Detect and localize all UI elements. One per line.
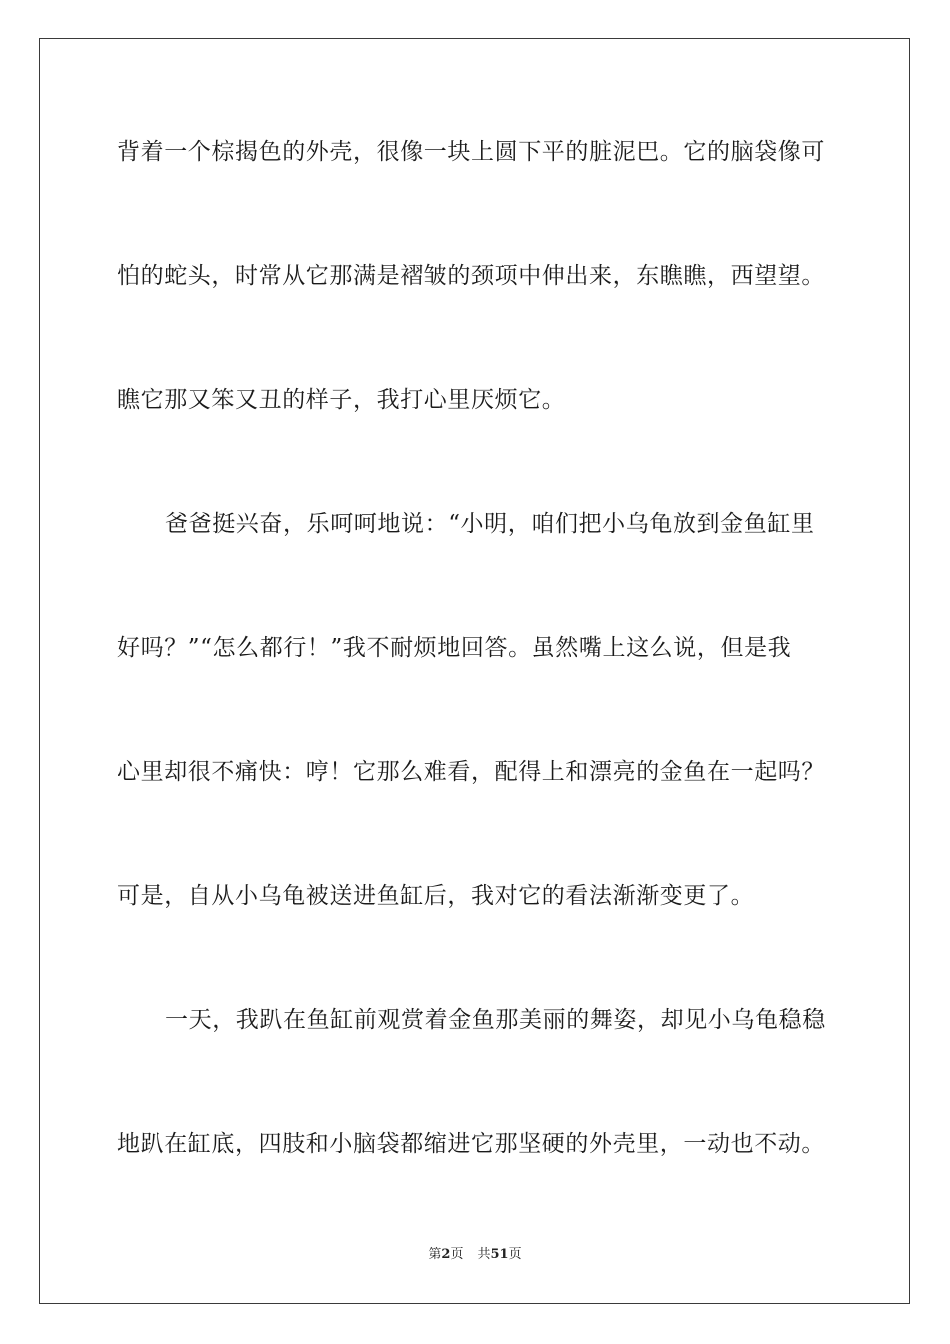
- body-text-line: 好吗？”“怎么都行！”我不耐烦地回答。虽然嘴上这么说，但是我: [117, 635, 792, 661]
- body-text-line: 怕的蛇头，时常从它那满是褶皱的颈项中伸出来，东瞧瞧，西望望。: [117, 263, 825, 289]
- body-text-line: 瞧它那又笨又丑的样子，我打心里厌烦它。: [117, 387, 566, 413]
- total-prefix: 共: [477, 1247, 491, 1262]
- page-suffix: 页: [450, 1247, 464, 1262]
- body-text-line: 爸爸挺兴奋，乐呵呵地说：“小明，咱们把小乌龟放到金鱼缸里: [165, 511, 815, 537]
- body-text-line: 心里却很不痛快：哼！它那么难看，配得上和漂亮的金鱼在一起吗？: [117, 759, 825, 785]
- page-footer: [0, 1246, 950, 1264]
- total-suffix: 页: [508, 1247, 522, 1262]
- body-text-line: 背着一个棕揭色的外壳，很像一块上圆下平的脏泥巴。它的脑袋像可: [117, 139, 825, 165]
- body-text-line: 一天，我趴在鱼缸前观赏着金鱼那美丽的舞姿，却见小乌龟稳稳: [165, 1007, 826, 1033]
- body-text-line: 地趴在缸底，四肢和小脑袋都缩进它那坚硬的外壳里，一动也不动。: [117, 1131, 825, 1157]
- page-number: 2: [441, 1247, 451, 1262]
- body-text-line: 可是，自从小乌龟被送进鱼缸后，我对它的看法渐渐变更了。: [117, 883, 755, 909]
- page-border: [39, 38, 910, 1304]
- page-prefix: 第: [428, 1247, 442, 1262]
- total-pages: 51: [490, 1247, 509, 1262]
